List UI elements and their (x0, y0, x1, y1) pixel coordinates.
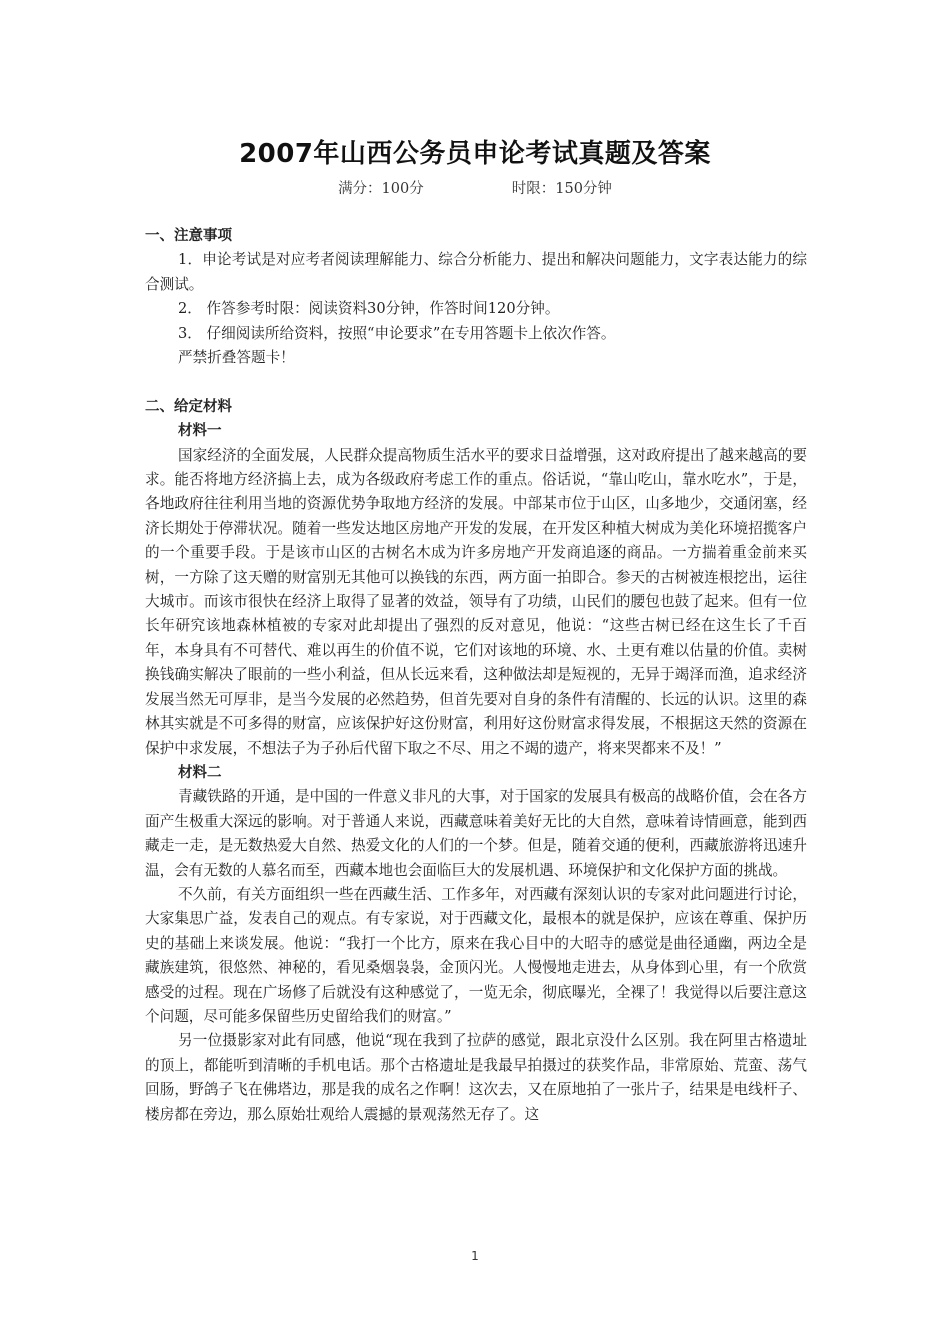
notes-item-2: 2． 作答参考时限：阅读资料30分钟，作答时间120分钟。 (178, 300, 560, 318)
notes-item-3: 3． 仔细阅读所给资料，按照“申论要求”在专用答题卡上依次作答。 (178, 324, 616, 342)
score-label: 满分：100分 (338, 181, 424, 197)
exam-meta (0, 177, 950, 198)
section-heading-notes: 一、注意事项 (145, 228, 232, 244)
page-number: 1 (471, 1249, 479, 1263)
material-1-title: 材料一 (178, 423, 222, 440)
section-heading-materials: 二、给定材料 (145, 398, 232, 415)
notes-item-1: 1．申论考试是对应考者阅读理解能力、综合分析能力、提出和解决问题能力，文字表达能力的综合测试。 (145, 251, 807, 293)
material-2-paragraph-1: 青藏铁路的开通，是中国的一件意义非凡的大事，对于国家的发展具有极高的战略价值，会在各方面产生极重大深远的影响。对于普通人来说，西藏意味着美好无比的大自然，意味着诗情画意，能到西藏走一走，是无数热爱大自然、热爱文化的人们的一个梦。但是，随着交通的便利，西藏旅游将迅速升温，会有无数的人慕名而至，西藏本地也会面临巨大的发展机遇、环境保护和文化保护方面的挑战。 (145, 788, 807, 879)
material-2-title: 材料二 (178, 764, 222, 781)
section-spacer (145, 370, 807, 394)
notes-warning: 严禁折叠答题卡！ (178, 349, 295, 367)
document-body (145, 224, 807, 1127)
material-2-paragraph-3: 另一位摄影家对此有同感，他说“现在我到了拉萨的感觉，跟北京没什么区别。我在阿里古格遗址的顶上，都能听到清晰的手机电话。那个古格遗址是我最早拍摄过的获奖作品，非常原始、荒蛮、荡气回肠，野鸽子飞在佛塔边，那是我的成名之作啊！这次去，又在原地拍了一张片子，结果是电线杆子、楼房都在旁边，那么原始壮观给人震撼的景观荡然无存了。这 (145, 1032, 807, 1123)
document-title: 2007年山西公务员申论考试真题及答案 (239, 139, 711, 169)
time-limit-label: 时限：150分钟 (511, 181, 612, 197)
material-2-paragraph-2: 不久前，有关方面组织一些在西藏生活、工作多年，对西藏有深刻认识的专家对此问题进行讨论，大家集思广益，发表自己的观点。有专家说，对于西藏文化，最根本的就是保护，应该在尊重、保护历史的基础上来谈发展。他说：“我打一个比方，原来在我心目中的大昭寺的感觉是曲径通幽，两边全是藏族建筑，很悠然、神秘的，看见桑烟袅袅，金顶闪光。人慢慢地走进去，从身体到心里，有一个欣赏感受的过程。现在广场修了后就没有这种感觉了，一览无余，彻底曝光，全裸了！我觉得以后要注意这个问题，尽可能多保留些历史留给我们的财富。” (145, 885, 807, 1025)
material-1-paragraph: 国家经济的全面发展，人民群众提高物质生活水平的要求日益增强，这对政府提出了越来越高的要求。能否将地方经济搞上去，成为各级政府考虑工作的重点。俗话说，“靠山吃山，靠水吃水”，于是，各地政府往往利用当地的资源优势争取地方经济的发展。中部某市位于山区，山多地少，交通闭塞，经济长期处于停滞状况。随着一些发达地区房地产开发的发展，在开发区种植大树成为美化环境招揽客户的一个重要手段。于是该市山区的古树名木成为许多房地产开发商追逐的商品。一方揣着重金前来买树，一方除了这天赠的财富别无其他可以换钱的东西，两方面一拍即合。参天的古树被连根挖出，运往大城市。而该市很快在经济上取得了显著的效益，领导有了功绩，山民们的腰包也鼓了起来。但有一位长年研究该地森林植被的专家对此却提出了强烈的反对意见，他说：“这些古树已经在这生长了千百年，本身具有不可替代、难以再生的价值不说，它们对该地的环境、水、土更有难以估量的价值。卖树换钱确实解决了眼前的一些小利益，但从长远来看，这种做法却是短视的，无异于竭泽而渔，追求经济发展当然无可厚非，是当今发展的必然趋势，但首先要对自身的条件有清醒的、长远的认识。这里的森林其实就是不可多得的财富，应该保护好这份财富，利用好这份财富求得发展，不根据这天然的资源在保护中求发展，不想法子为子孙后代留下取之不尽、用之不竭的遗产，将来哭都来不及！” (145, 446, 807, 757)
